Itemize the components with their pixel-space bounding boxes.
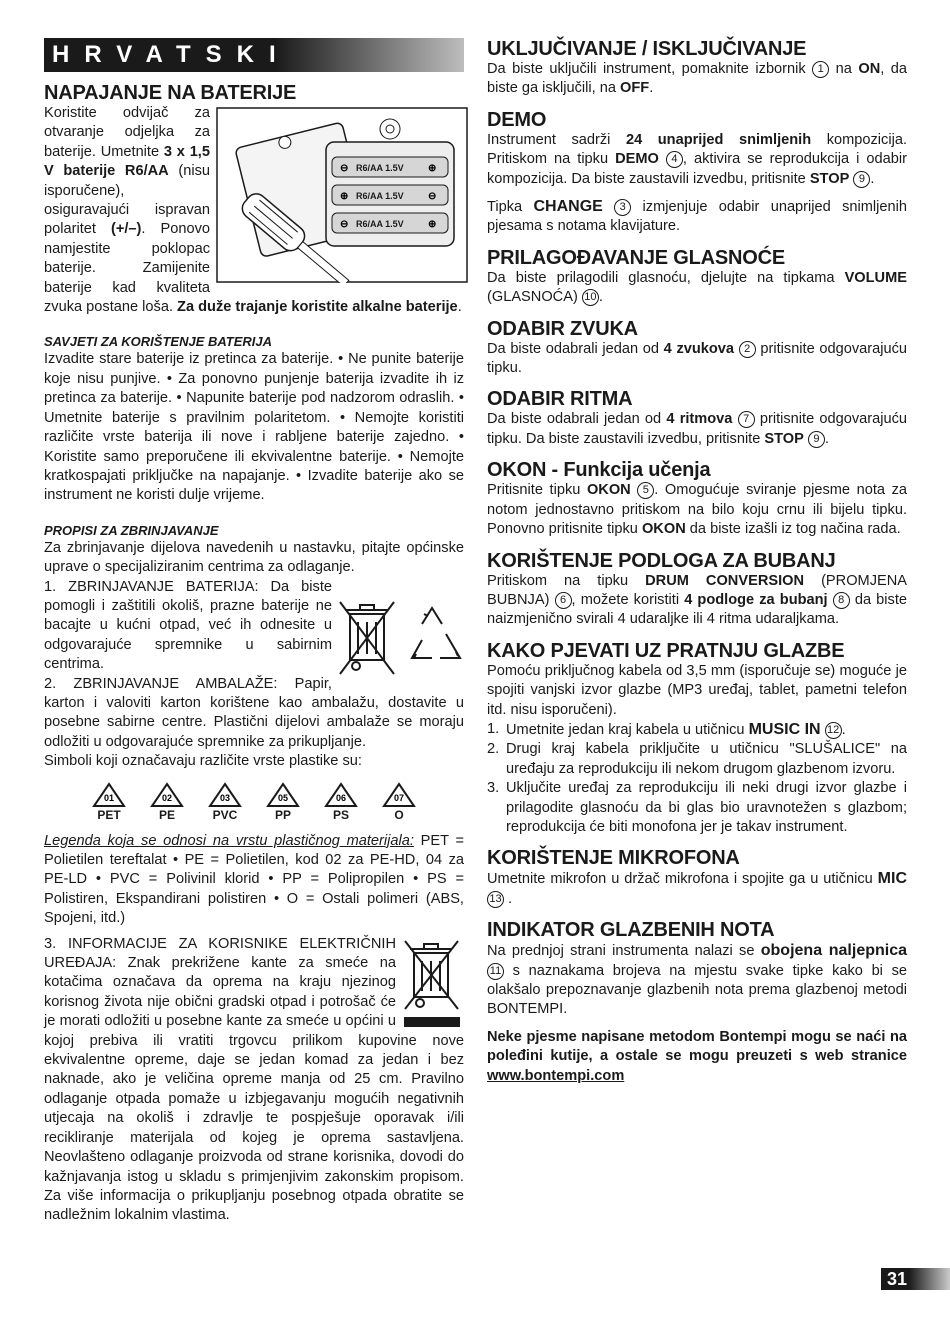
demo-text: Instrument sadrži 24 unaprijed snimljenih kompozicija. Pritiskom na tipku DEMO 4 , aktivira se reprodukcija i odabir kompozicija. Da biste zaustavili izvedbu, pritisnite STOP 9 . [487, 131, 907, 187]
ref-number: 9 [853, 171, 870, 188]
svg-text:⊕: ⊕ [428, 163, 437, 174]
disposal-title: PROPISI ZA ZBRINJAVANJE [44, 522, 219, 538]
volume-title: PRILAGOĐAVANJE GLASNOĆE [487, 246, 786, 269]
ref-number: 13 [487, 891, 504, 908]
rhythm-title: ODABIR RITMA [487, 388, 633, 411]
plastics-legend [44, 832, 464, 929]
battery-compartment-illustration [216, 107, 468, 283]
ref-number: 11 [487, 963, 504, 980]
batteries-type: 3 x 1,5 V baterije R6/AA [44, 143, 210, 180]
rhythm-text: Da biste odabrali jedan od 4 ritmova 7 pritisnite odgovarajuću tipku. Da biste zaustavili izvedbu, pritisnite STOP 9 . [487, 411, 908, 447]
ref-number: 10 [582, 289, 599, 306]
plastic-codes-row [44, 782, 464, 822]
ref-number: 8 [833, 592, 850, 609]
batteries-section: R6/AA 1.5V ⊖ ⊕ R6/AA 1.5V ⊕ ⊖ R6/AA 1.5V ⊖ ⊕ Koristite odvijač za otvaranje odjeljka za baterije. Umetnite 3 x 1,5 V baterije R6/AA (nisu isporučene), osiguravajući ispravan polaritet (+/–). Ponovo namjestite poklopac baterije. Zamijenite baterije kad kvaliteta zvuka postane loša. Za duže trajanje koristite alkalne baterije. [44, 104, 464, 317]
plastic-code-o: 07 O [377, 782, 421, 822]
ref-number: 5 [637, 482, 654, 499]
notes-title: INDIKATOR GLAZBENIH NOTA [487, 919, 775, 942]
svg-text:01: 01 [103, 792, 115, 803]
notes-text: Na prednjoj strani instrumenta nalazi se obojena naljepnica 11 s naznakama brojeva na mjestu svake tipke kako bi se olakšalo prepoznavanje glazbenih nota prema glazbenoj metodi BONTEMPI. [487, 942, 908, 1018]
ref-number: 2 [739, 341, 756, 358]
sing-title: KAKO PJEVATI UZ PRATNJU GLAZBE [487, 639, 845, 662]
weee-block [44, 935, 464, 1226]
batteries-text-3: . Ponovo namjestite poklopac baterije. Zamijenite baterije kad kvaliteta zvuka postane loša. [44, 221, 210, 316]
website-link[interactable]: www.bontempi.com [487, 1067, 625, 1084]
batteries-text-1: Koristite odvijač za otvaranje odjeljka za baterije. Umetnite [44, 105, 210, 160]
plastics-legend-title: Legenda koja se odnosi na vrstu plastičnog materijala: [44, 832, 414, 849]
page-number: 31 [887, 1269, 908, 1289]
batteries-title: NAPAJANJE NA BATERIJE [44, 82, 297, 104]
ref-number: 9 [808, 431, 825, 448]
crossed-bin-icon [340, 602, 394, 674]
ref-number: 12 [825, 722, 842, 739]
disposal-batteries: 1. ZBRINJAVANJE BATERIJA: Da biste pomogli i zaštitili okoliš, prazne baterije ne bacajte u kućni otpad, već ih odnesite u odgovarajuće spremnike u sabirnim centrima. [44, 578, 332, 673]
batteries-alkaline-tip: Za duže trajanje koristite alkalne baterije [177, 299, 458, 316]
page-number-badge [881, 1268, 950, 1290]
drum-text: Pritiskom na tipku DRUM CONVERSION (PROMJENA BUBNJA) 6 , možete koristiti 4 podloge za bubanj 8 da biste naizmjenično svirali 4 udaraljke ili 4 ritma udaraljkama. [487, 572, 908, 628]
plastic-symbols-intro: Simboli koji označavaju različite vrste plastike su: [44, 753, 362, 770]
list-item: 1. Umetnite jedan kraj kabela u utičnicu MUSIC IN 12 . [487, 720, 846, 738]
svg-text:⊖: ⊖ [340, 219, 349, 230]
battery-2-label: R6/AA 1.5V [356, 191, 404, 201]
drum-title: KORIŠTENJE PODLOGA ZA BUBANJ [487, 549, 836, 572]
plastic-code-pp: 05 PP [261, 782, 305, 822]
language-banner-text: HRVATSKI [52, 41, 291, 68]
ref-number: 1 [812, 61, 829, 78]
battery-tips-title: SAVJETI ZA KORIŠTENJE BATERIJA [44, 334, 273, 350]
svg-text:⊕: ⊕ [340, 191, 349, 202]
okon-text: Pritisnite tipku OKON 5 . Omogućuje sviranje pjesme nota za notom jednostavno pritiskom na bilo koju crnu ili bijelu tipku. Ponovno pritisnite tipku OKON da biste izašli iz tog načina rada. [487, 482, 907, 538]
plastic-code-ps: 06 PS [319, 782, 363, 822]
ref-number: 4 [666, 151, 683, 168]
svg-text:⊖: ⊖ [428, 191, 437, 202]
disposal-battery-block [44, 578, 464, 753]
plastics-legend-text: PET = Polietilen tereftalat • PE = Polietilen, kod 02 za PE-HD, 04 za PE-LD • PVC = Polivinil klorid • PP = Polipropilen • PS = Polistiren, Ekspandirani polistiren • O = Ostali polimeri (ABS, Spojeni, itd.) [44, 832, 464, 927]
sound-title: ODABIR ZVUKA [487, 317, 638, 340]
mic-text: Umetnite mikrofon u držač mikrofona i spojite ga u utičnicu MIC 13 . [487, 870, 907, 907]
svg-text:02: 02 [161, 792, 173, 803]
sing-intro: Pomoću priključnog kabela od 3,5 mm (isporučuje se) moguće je spojiti vanjski izvor glazbe (MP3 uređaj, tablet, pametni telefon itd. nisu isporučeni). [487, 662, 907, 718]
disposal-intro: Za zbrinjavanje dijelova navedenih u nastavku, pitajte općinske uprave o specijaliziranim centrima za odlaganje. [44, 539, 464, 576]
batteries-text-2: (nisu isporučene), osiguravajući ispravan polaritet [44, 163, 211, 238]
battery-3-label: R6/AA 1.5V [356, 219, 404, 229]
weee-bin-icon [402, 937, 462, 1029]
mic-title: KORIŠTENJE MIKROFONA [487, 847, 740, 870]
plastic-code-pvc: 03 PVC [203, 782, 247, 822]
okon-title: OKON - Funkcija učenja [487, 459, 711, 482]
ref-number: 3 [614, 199, 631, 216]
recycle-icons [336, 596, 464, 686]
sound-text: Da biste odabrali jedan od 4 zvukova 2 pritisnite odgovarajuću tipku. [487, 340, 908, 377]
right-column [487, 38, 907, 1086]
battery-1-label: R6/AA 1.5V [356, 163, 404, 173]
ref-number: 6 [555, 592, 572, 609]
batteries-polarity: (+/–) [110, 221, 142, 238]
weee-text: 3. INFORMACIJE ZA KORISNIKE ELEKTRIČNIH UREĐAJA: Znak prekrižene kante za smeće na kotačima označava da oprema na kraju njezinog korisnog života nije obični gradski otpad i potrošač će je morati odložiti u posebne kante za smeće u općini u kojoj prebiva ili vratiti trgovcu prilikom kupovine nove ekvivalentne opreme, daje se jedan komad za jedan i bez naknade, ako je veličina opreme manja od 25 cm. Pravilno odlaganje otpada pomaže u izbjegavanju mogućih negativnih utjecaja na okoliš i zdravlje te pospješuje oporavak i/ili recikliranje materijala od kojeg je oprema sastavljena. Neovlašteno odlaganje proizvoda od strane korisnika, dovodi do kažnjavanja istog u skladu s primjenjivim zakonskim propisom. Za više informacija o prikupljanju posebnog otpada obratite se nadležnim lokalnim vlastima. [44, 935, 464, 1224]
final-note: Neke pjesme napisane metodom Bontempi mogu se naći na poleđini kutije, a ostale se mogu preuzeti s web stranice www.bontempi.com [487, 1028, 907, 1084]
battery-tips-text: Izvadite stare baterije iz pretinca za baterije. • Ne punite baterije koje nisu punjive. • Za ponovno punjenje baterija izvadite ih iz pretinca za baterije. • Napunite baterije pod nadzorom odraslih. • Umetnite baterije s pravilnim polaritetom. • Nemojte koristiti različite vrste baterija ili nove i rabljene baterije zajedno. • Koristite samo preporučene ili ekvivalentne baterije. • Nemojte kratkospajati priključke na napajanje. • Izvadite baterije ako se instrument ne koristi dulje vrijeme. [44, 351, 464, 504]
svg-text:06: 06 [335, 792, 347, 803]
list-item: 3. Uključite uređaj za reprodukciju ili neki drugi izvor glazbe i prilagodite glasnoću da bi glas bio uravnotežen s glazbom; reprodukcija će biti monofona jer je takav instrument. [487, 780, 907, 835]
svg-text:07: 07 [393, 792, 405, 803]
svg-text:⊖: ⊖ [340, 163, 349, 174]
sing-steps-list [487, 720, 907, 837]
ref-number: 7 [738, 411, 755, 428]
svg-text:05: 05 [277, 792, 289, 803]
language-banner [44, 38, 464, 72]
onoff-text: Da biste uključili instrument, pomaknite izbornik 1 na ON, da biste ga isključili, na OFF. [487, 61, 908, 97]
plastic-code-pet: 01 PET [87, 782, 131, 822]
list-item: 2. Drugi kraj kabela priključite u utičnicu "SLUŠALICE" na uređaju za reprodukciju ili nekom drugom glazbenom izvoru. [487, 741, 907, 777]
plastic-code-pe: 02 PE [145, 782, 189, 822]
left-column [44, 38, 464, 1226]
volume-text: Da biste prilagodili glasnoću, djelujte na tipkama VOLUME (GLASNOĆA) 10 . [487, 269, 907, 306]
svg-text:03: 03 [219, 792, 231, 803]
onoff-title: UKLJUČIVANJE / ISKLJUČIVANJE [487, 38, 807, 60]
recycle-arrows-icon [412, 608, 460, 658]
change-text: Tipka CHANGE 3 izmjenjuje odabir unaprijed snimljenih pjesama s notama klavijature. [487, 198, 907, 235]
disposal-packaging: 2. ZBRINJAVANJE AMBALAŽE: Papir, karton i valoviti karton korištene kao ambalažu, dostavite u posebne sabirne centre. Plastični dijelovi ambalaže se moraju odložiti u odgovarajuće spremnike za prikupljanje. [44, 675, 464, 750]
svg-text:⊕: ⊕ [428, 219, 437, 230]
demo-title: DEMO [487, 108, 547, 131]
